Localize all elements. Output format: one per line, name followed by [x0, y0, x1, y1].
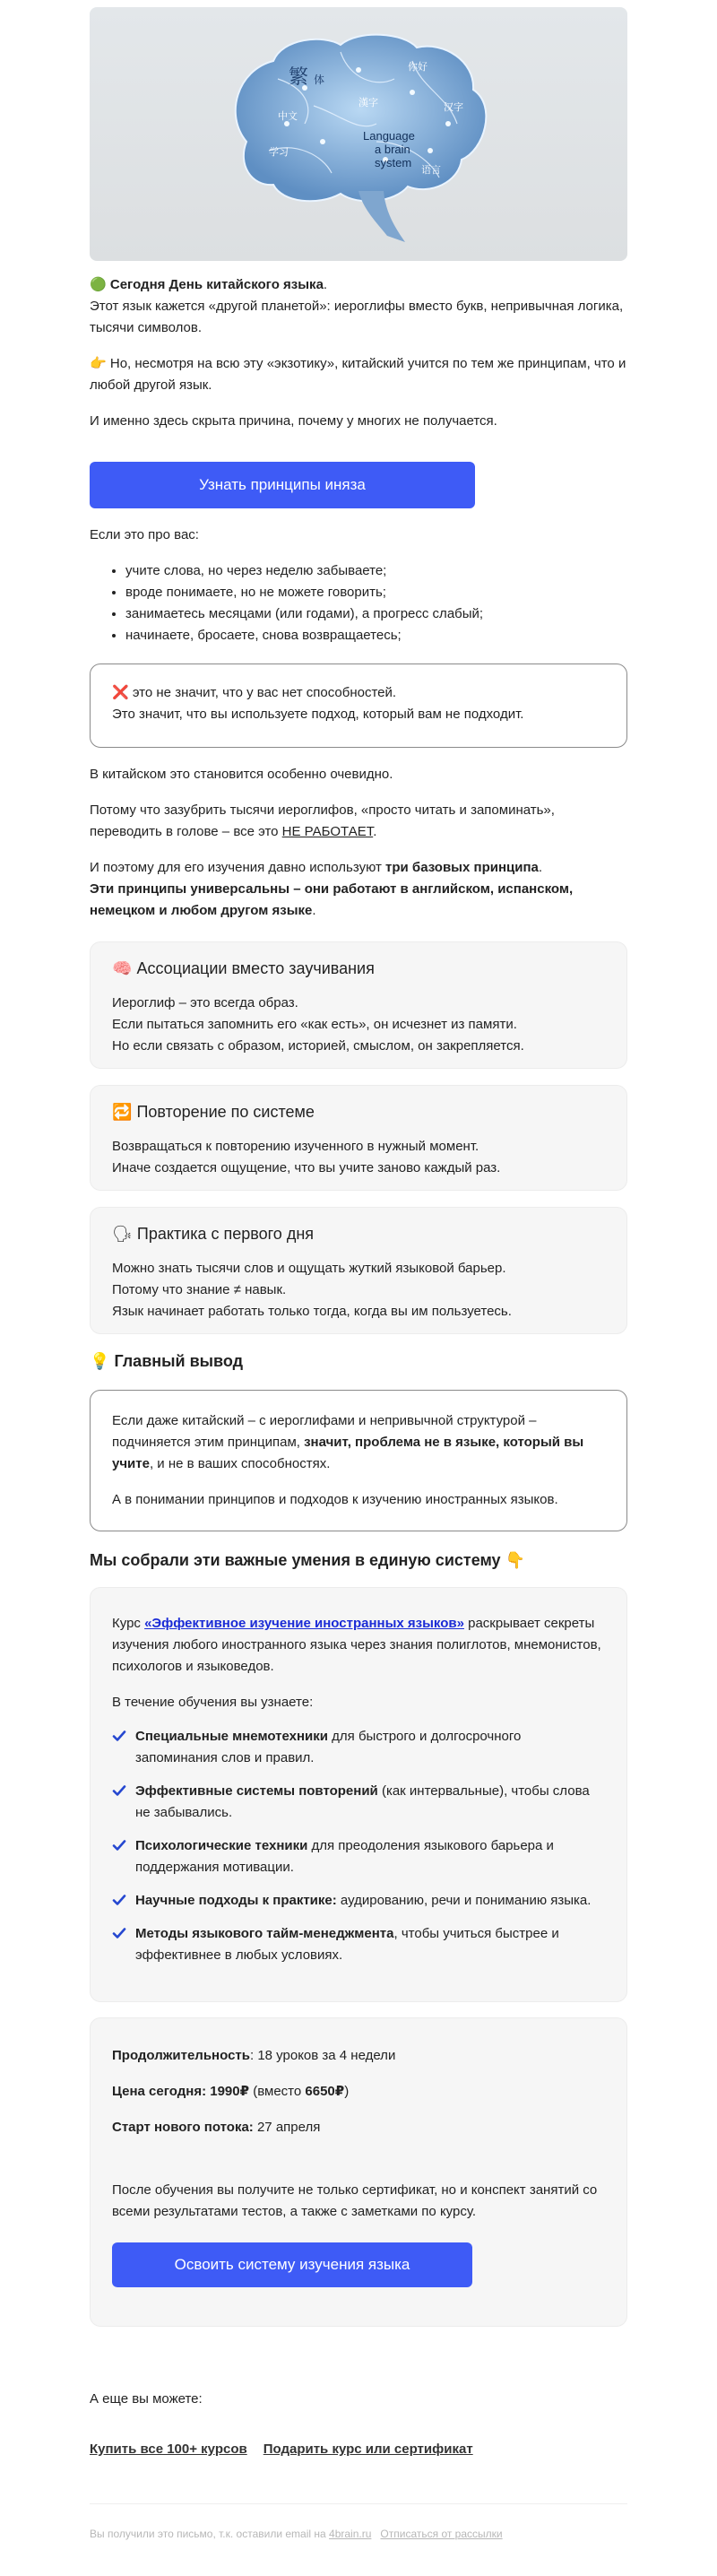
footer	[90, 2523, 627, 2545]
duration	[112, 2045, 605, 2067]
price-old: 6650₽	[305, 2084, 345, 2099]
chinese-p2-end: .	[373, 824, 377, 839]
skill-text: аудированию, речи и пониманию языка.	[336, 1893, 592, 1908]
brain-label-line: Language	[363, 129, 415, 143]
glyph-6: 语言	[421, 164, 441, 176]
principle-text	[112, 1258, 605, 1323]
chinese-p3-end: .	[312, 903, 316, 918]
course-description-text: раскрывает секреты изучения любого иностранного языка через знания полиглотов, мнемонистов, психологов и языковедов.	[112, 1616, 601, 1674]
offer-after-text: После обучения вы получите не только сертификат, но и конспект занятий со всеми результатами тестов, а также с заметками по курсу.	[112, 2182, 598, 2219]
principle-title	[112, 957, 605, 980]
chinese-p2-text: Потому что зазубрить тысячи иероглифов, «просто читать и запоминать», переводить в голове – все это	[90, 802, 555, 839]
list-item	[112, 1726, 605, 1769]
intro-line-1	[90, 274, 627, 339]
intro-paragraph-3: И именно здесь скрыта причина, почему у многих не получается.	[90, 413, 497, 429]
skill-bold: Методы языкового тайм-менеджмента	[135, 1926, 394, 1941]
list-item: • вроде понимаете, но не можете говорить;	[125, 582, 627, 603]
conclusion-title	[90, 1349, 627, 1373]
start-value: 27 апреля	[253, 2120, 321, 2135]
check-icon	[112, 1729, 126, 1743]
price-end: )	[344, 2084, 350, 2099]
footer-text: Вы получили это письмо, т.к. оставили email на	[90, 2528, 330, 2540]
principle-title	[112, 1222, 605, 1245]
glyph-2: 你好	[408, 61, 428, 73]
not-working-text: НЕ РАБОТАЕТ	[281, 824, 374, 839]
notice-line-1	[112, 682, 605, 704]
chinese-p2	[90, 800, 627, 843]
master-system-button[interactable]: Освоить систему изучения языка	[112, 2242, 472, 2287]
principle-line: Если пытаться запомнить его «как есть», он исчезнет из памяти.	[112, 1017, 517, 1032]
glyph-7: 漢字	[358, 97, 378, 108]
list-item	[112, 1890, 605, 1912]
principle-title	[112, 1100, 605, 1123]
skill-bold: Психологические техники	[135, 1838, 308, 1853]
intro-line-2: Этот язык кажется «другой планетой»: иероглифы вместо букв, непривычная логика, тысячи символов.	[90, 299, 624, 335]
check-icon	[112, 1783, 126, 1798]
bottom-links	[90, 2439, 627, 2460]
brain-label-line: system	[375, 156, 412, 169]
principle-title-text: Ассоциации вместо заучивания	[136, 959, 375, 977]
glyph-5: 学习	[269, 146, 289, 158]
chinese-section	[90, 764, 627, 922]
price-current: Цена сегодня: 1990₽	[112, 2084, 250, 2099]
check-icon	[112, 1893, 126, 1907]
notice-line-1-text: это не значит, что у вас нет способностей.	[132, 685, 397, 700]
glyph-3: 中文	[278, 110, 298, 122]
symptom-list	[90, 560, 627, 646]
skill-text: , чтобы учиться быстрее и эффективнее в любых условиях.	[135, 1926, 559, 1963]
buy-all-courses-link[interactable]: Купить все 100+ курсов	[90, 2442, 247, 2457]
start-label: Старт нового потока:	[112, 2120, 254, 2135]
glyph-4: 汉字	[444, 101, 463, 113]
glyph-0: 繁	[289, 66, 309, 89]
glyph-1: 体	[314, 74, 325, 86]
footer-divider	[90, 2503, 627, 2504]
offer-card	[90, 2017, 627, 2327]
system-title: Мы собрали эти важные умения в единую систему 👇	[90, 1551, 525, 1569]
hero-image	[90, 7, 627, 261]
conclusion-box	[90, 1390, 627, 1531]
course-prefix: Курс	[112, 1616, 145, 1631]
gift-course-link[interactable]: Подарить курс или сертификат	[263, 2442, 473, 2457]
check-icon	[112, 1926, 126, 1940]
notice-box	[90, 664, 627, 748]
conclusion-p1	[112, 1410, 605, 1475]
learn-principles-button[interactable]: Узнать принципы иняза	[90, 462, 475, 508]
principle-line: Возвращаться к повторению изученного в нужный момент.	[112, 1139, 479, 1154]
principle-text	[112, 1136, 605, 1179]
brain-label-line: a brain	[375, 143, 410, 156]
start-date	[112, 2117, 605, 2138]
principle-text	[112, 993, 605, 1057]
green-circle-icon: 🟢	[90, 277, 107, 292]
intro-section	[90, 274, 627, 432]
intro-period: .	[323, 277, 328, 292]
principle-line: Иначе создается ощущение, что вы учите заново каждый раз.	[112, 1160, 501, 1175]
course-card	[90, 1587, 627, 2002]
skill-bold: Специальные мнемотехники	[135, 1729, 328, 1744]
skill-bold: Эффективные системы повторений	[135, 1783, 378, 1799]
three-principles-text: три базовых принципа	[385, 860, 539, 875]
conclusion-p1-end: , и не в ваших способностях.	[149, 1456, 331, 1471]
list-item: • занимаетесь месяцами (или годами), а прогресс слабый;	[125, 603, 627, 625]
universal-principles-text: Эти принципы универсальны – они работают в английском, испанском, немецком и любом другом языке	[90, 881, 574, 918]
course-description	[112, 1613, 605, 1678]
principle-card-practice	[90, 1207, 627, 1334]
if-you-section	[90, 525, 627, 646]
duration-value: : 18 уроков за 4 недели	[249, 2048, 396, 2063]
price-mid: (вместо	[249, 2084, 306, 2099]
skill-text: для быстрого и долгосрочного запоминания слов и правил.	[135, 1729, 522, 1765]
repeat-icon: 🔁	[112, 1103, 133, 1121]
skills-list	[112, 1726, 605, 1966]
skill-text: для преодоления языкового барьера и поддержания мотивации.	[135, 1838, 554, 1875]
principle-line: Иероглиф – это всегда образ.	[112, 995, 298, 1010]
principle-title-text: Повторение по системе	[136, 1103, 315, 1121]
principle-card-associations	[90, 941, 627, 1069]
intro-headline: Сегодня День китайского языка	[109, 277, 324, 292]
skill-text: (как интервальные), чтобы слова не забывались.	[135, 1783, 590, 1820]
list-item: • начинаете, бросаете, снова возвращаетесь;	[125, 625, 627, 646]
price	[112, 2081, 605, 2103]
if-you-lead: Если это про вас:	[90, 527, 199, 542]
brain-icon: 🧠	[112, 959, 133, 977]
check-icon	[112, 1838, 126, 1852]
principle-line: Но если связать с образом, историей, смыслом, он закрепляется.	[112, 1038, 524, 1054]
principle-line: Можно знать тысячи слов и ощущать жуткий языковой барьер.	[112, 1261, 506, 1276]
chinese-p1: В китайском это становится особенно очевидно.	[90, 767, 393, 782]
speaking-head-icon: 🗣	[112, 1225, 133, 1243]
conclusion-p1-bold: значит, проблема не в языке, который вы учите	[112, 1435, 584, 1471]
more-lead: А еще вы можете:	[90, 2391, 203, 2407]
cross-mark-icon: ❌	[112, 685, 129, 700]
chinese-p3-text: И поэтому для его изучения давно используют	[90, 860, 386, 875]
intro-p2-text: Но, несмотря на всю эту «экзотику», китайский учится по тем же принципам, что и любой другой язык.	[90, 356, 626, 393]
principle-title-text: Практика с первого дня	[136, 1225, 315, 1243]
duration-label: Продолжительность	[112, 2048, 250, 2063]
chinese-p3	[90, 857, 627, 922]
skill-bold: Научные подходы к практике:	[135, 1893, 337, 1908]
pointing-hand-icon: 👉	[90, 356, 107, 371]
brain-illustration	[90, 7, 627, 261]
list-item: • учите слова, но через неделю забываете;	[125, 560, 627, 582]
list-item	[112, 1781, 605, 1824]
conclusion-title-text: Главный вывод	[114, 1352, 244, 1370]
principle-line: Язык начинает работать только тогда, когда вы им пользуетесь.	[112, 1304, 512, 1319]
course-link[interactable]: «Эффективное изучение иностранных языков»	[144, 1616, 464, 1631]
conclusion-p2: А в понимании принципов и подходов к изучению иностранных языков.	[112, 1492, 558, 1507]
learn-lead: В течение обучения вы узнаете:	[112, 1695, 314, 1710]
list-item	[112, 1923, 605, 1966]
conclusion-p1-text: Если даже китайский – с иероглифами и непривычной структурой – подчиняется этим принципам,	[112, 1413, 537, 1450]
intro-paragraph-2	[90, 353, 627, 396]
notice-line-2: Это значит, что вы используете подход, который вам не подходит.	[112, 707, 524, 722]
site-link[interactable]: 4brain.ru	[329, 2528, 372, 2540]
principle-card-repetition	[90, 1085, 627, 1191]
list-item	[112, 1835, 605, 1878]
light-bulb-icon: 💡	[90, 1352, 110, 1370]
principle-line: Потому что знание ≠ навык.	[112, 1282, 287, 1297]
unsubscribe-link[interactable]: Отписаться от рассылки	[380, 2528, 503, 2540]
chinese-p3-period: .	[538, 860, 543, 875]
